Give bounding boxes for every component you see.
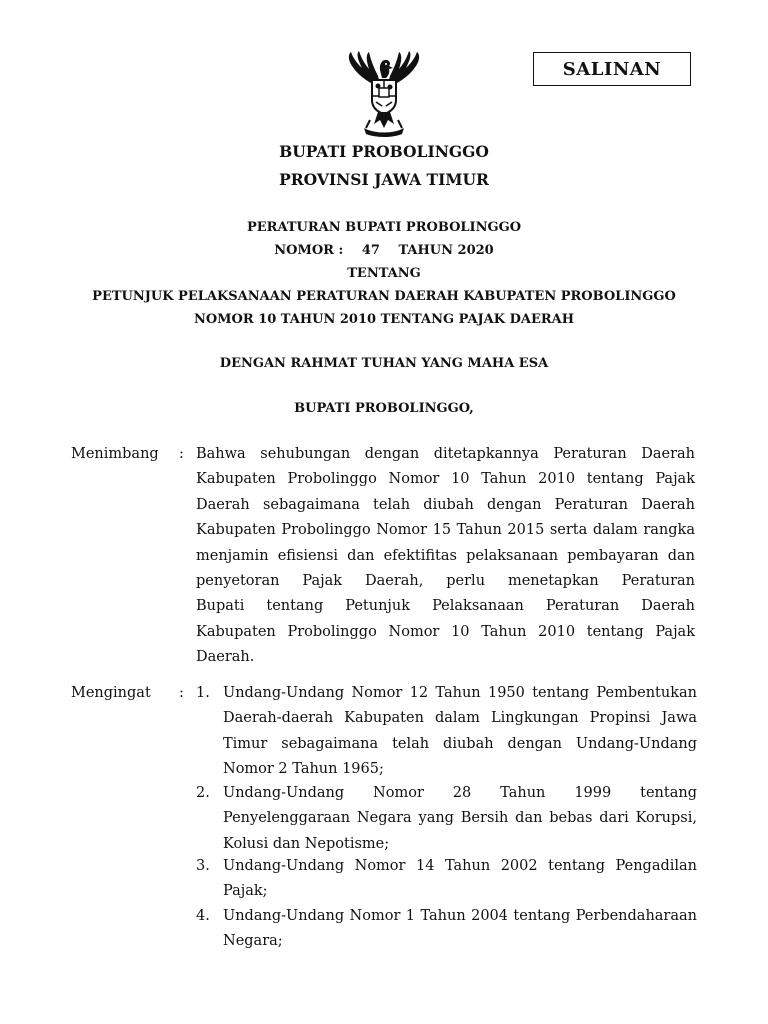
menimbang-line: Kabupaten Probolinggo Nomor 10 Tahun 2010 tentang Pajak [196, 471, 695, 488]
tahun: TAHUN 2020 [398, 243, 494, 258]
regulation-subject-line1: PETUNJUK PELAKSANAAN PERATURAN DAERAH KABUPATEN PROBOLINGGO [92, 289, 676, 304]
menimbang-colon: : [179, 446, 184, 462]
list-item-number: 1. [196, 685, 210, 701]
menimbang-line: Daerah. [196, 649, 255, 666]
menimbang-line: menjamin efisiensi dan efektifitas pelaksanaan pembayaran dan [196, 547, 695, 564]
menimbang-line: Bahwa sehubungan dengan ditetapkannya Peraturan Daerah [196, 446, 695, 462]
list-item-line: Penyelenggaraan Negara yang Bersih dan bebas dari Korupsi, [223, 810, 697, 827]
nomor-label: NOMOR : [274, 243, 344, 258]
list-item-number: 2. [196, 785, 210, 801]
header-province: PROVINSI JAWA TIMUR [279, 170, 489, 189]
list-item-line: Negara; [223, 933, 283, 950]
garuda-emblem-icon [334, 48, 434, 138]
authority: BUPATI PROBOLINGGO, [294, 401, 474, 416]
list-item-line: Undang-Undang Nomor 1 Tahun 2004 tentang Perbendaharaan [223, 908, 697, 924]
menimbang-line: Daerah sebagaimana telah diubah dengan Peraturan Daerah [196, 496, 695, 513]
salinan-stamp: SALINAN [533, 52, 691, 86]
regulation-subject-line2: NOMOR 10 TAHUN 2010 TENTANG PAJAK DAERAH [193, 312, 575, 327]
list-item-line: Undang-Undang Nomor 14 Tahun 2002 tentang Pengadilan [223, 858, 697, 874]
list-item-line: Timur sebagaimana telah diubah dengan Undang-Undang [223, 735, 697, 752]
header-title: BUPATI PROBOLINGGO [279, 142, 489, 161]
regulation-title: PERATURAN BUPATI PROBOLINGGO [246, 220, 522, 235]
mengingat-colon: : [179, 685, 184, 701]
menimbang-line: Bupati tentang Petunjuk Pelaksanaan Peraturan Daerah [196, 598, 695, 615]
list-item-line: Undang-Undang Nomor 28 Tahun 1999 tentang [223, 785, 697, 801]
list-item-line: Daerah-daerah Kabupaten dalam Lingkungan Propinsi Jawa [223, 710, 697, 727]
tentang-heading: TENTANG [347, 266, 421, 281]
regulation-number [0, 243, 768, 258]
list-item-line: Kolusi dan Nepotisme; [223, 835, 390, 852]
invocation: DENGAN RAHMAT TUHAN YANG MAHA ESA [219, 356, 549, 371]
menimbang-line: Kabupaten Probolinggo Nomor 10 Tahun 2010 tentang Pajak [196, 623, 695, 640]
mengingat-label: Mengingat [71, 685, 151, 701]
menimbang-label: Menimbang [71, 446, 159, 462]
menimbang-line: Kabupaten Probolinggo Nomor 15 Tahun 2015 serta dalam rangka [196, 522, 695, 539]
list-item-number: 4. [196, 908, 210, 924]
list-item-line: Undang-Undang Nomor 12 Tahun 1950 tentang Pembentukan [223, 685, 697, 701]
list-item-line: Pajak; [223, 883, 268, 900]
menimbang-line: penyetoran Pajak Daerah, perlu menetapkan Peraturan [196, 573, 695, 589]
nomor-value: 47 [361, 243, 380, 258]
list-item-line: Nomor 2 Tahun 1965; [223, 761, 384, 778]
list-item-number: 3. [196, 858, 210, 874]
